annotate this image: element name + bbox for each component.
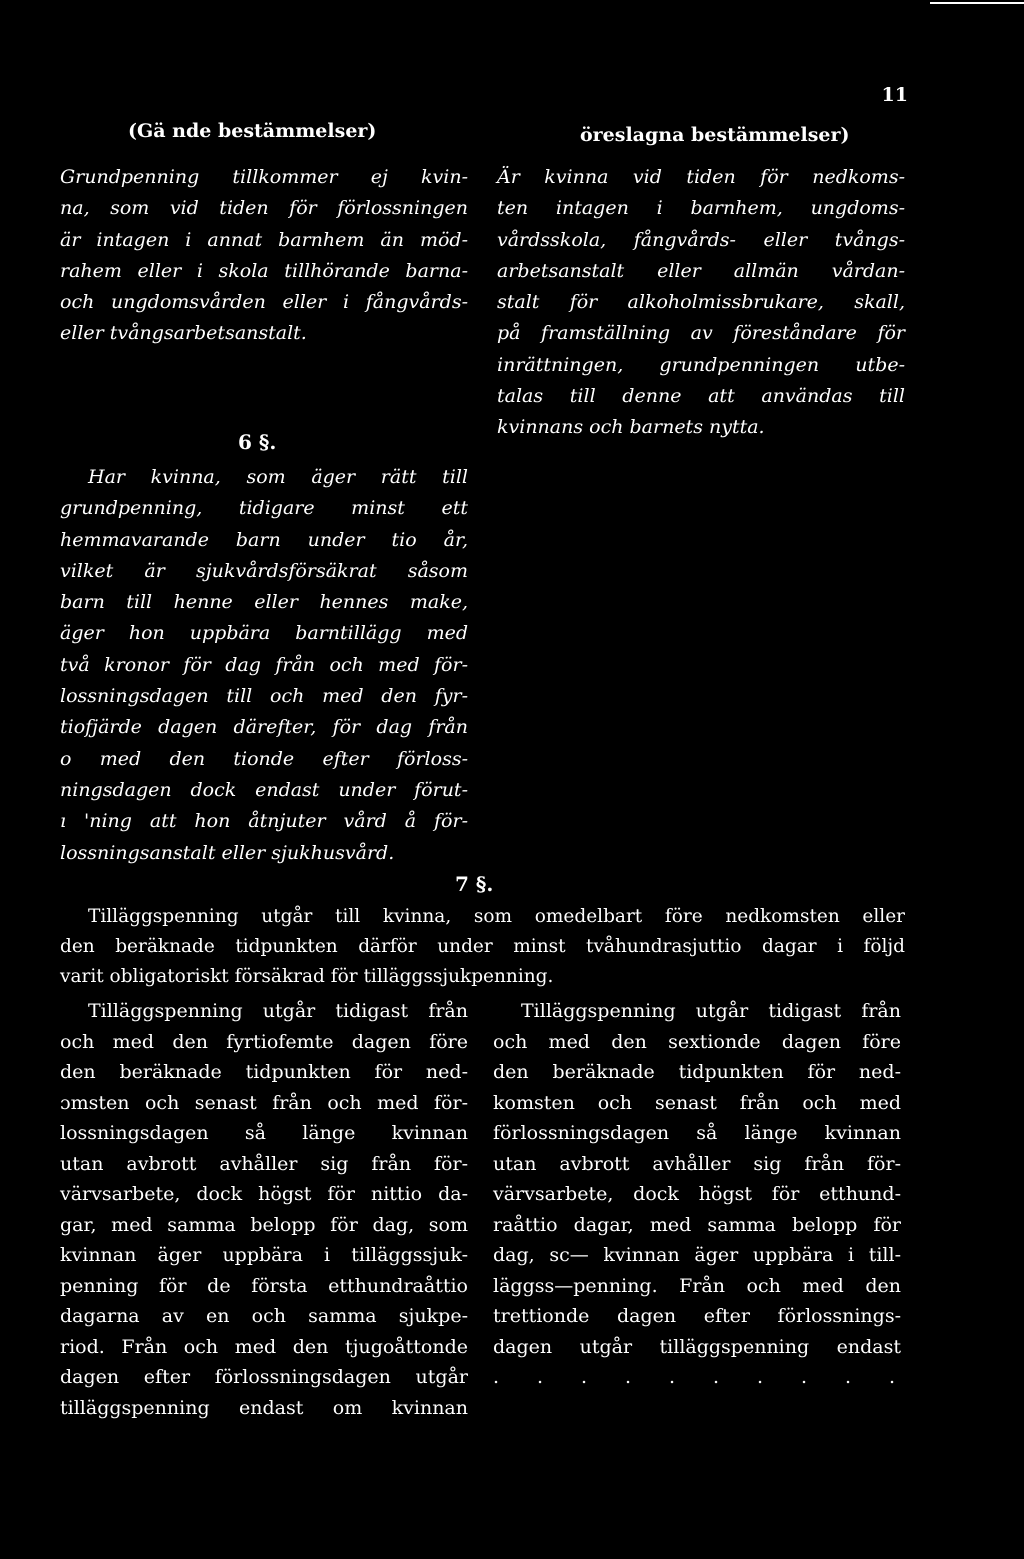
section-6-line: tiofjärde dagen därefter, för dag från [60, 716, 468, 739]
right-lower-line: trettionde dagen efter förlossnings- [493, 1305, 901, 1327]
right-upper-line: inrättningen, grundpenningen utbe- [497, 353, 905, 376]
right-lower-line: förlossningsdagen så länge kvinnan [493, 1122, 901, 1144]
right-lower-line: komsten och senast från och med [493, 1091, 901, 1114]
section-6-line: lossningsdagen till och med den fyr- [60, 685, 468, 708]
left-lower-line: Tilläggspenning utgår tidigast från [88, 1000, 468, 1022]
section-6-line: grundpenning, tidigare minst ett [60, 497, 468, 520]
left-lower-line: kvinnan äger uppbära i tilläggssjuk- [60, 1244, 468, 1266]
right-lower-line: dagen utgår tilläggspenning endast [493, 1335, 901, 1358]
right-lower-block [493, 996, 901, 1393]
section-6-heading: 6 §. [238, 430, 277, 454]
right-upper-line: Är kvinna vid tiden för nedkoms- [497, 166, 905, 188]
left-lower-line: värvsarbete, dock högst för nittio da- [60, 1183, 468, 1205]
right-lower-line: den beräknade tidpunkten för ned- [493, 1061, 901, 1083]
right-lower-line: och med den sextionde dagen före [493, 1030, 901, 1053]
right-upper-line: arbetsanstalt eller allmän vårdan- [497, 259, 905, 282]
left-upper-line: rahem eller i skola tillhörande barna- [60, 259, 468, 282]
section-6-line: vilket är sjukvårdsförsäkrat såsom [60, 559, 468, 582]
left-lower-line: gar, med samma belopp för dag, som [60, 1213, 468, 1236]
section-6-line: ı 'ning att hon åtnjuter vård å för- [60, 810, 468, 833]
left-lower-line: lossningsdagen så länge kvinnan [60, 1122, 468, 1144]
right-upper-line: talas till denne att användas till [497, 385, 905, 408]
right-upper-line: på framställning av föreståndare för [497, 322, 905, 345]
right-lower-line: . . . . . . . . . . [493, 1366, 901, 1388]
right-lower-line: värvsarbete, dock högst för etthund- [493, 1183, 901, 1205]
top-edge-rule [930, 2, 1024, 4]
left-lower-line: dagarna av en och samma sjukpe- [60, 1305, 468, 1327]
right-lower-line: Tilläggspenning utgår tidigast från [521, 1000, 901, 1022]
left-lower-block [60, 996, 468, 1423]
left-upper-line: Grundpenning tillkommer ej kvin- [60, 166, 468, 188]
left-column-header: (Gä nde bestämmelser) [128, 120, 377, 142]
section-7-line: Tilläggspenning utgår till kvinna, som omedelbart före nedkomsten eller [88, 906, 905, 927]
left-lower-line: och med den fyrtiofemte dagen före [60, 1030, 468, 1053]
left-upper-line: är intagen i annat barnhem än möd- [60, 228, 468, 251]
section-6-line: o med den tionde efter förloss- [60, 747, 468, 770]
right-column-header: öreslagna bestämmelser) [580, 124, 850, 146]
left-upper-block [60, 162, 468, 350]
section-7-heading: 7 §. [455, 872, 494, 896]
left-lower-line: dagen efter förlossningsdagen utgår [60, 1366, 468, 1388]
left-lower-line: utan avbrott avhåller sig från för- [60, 1152, 468, 1175]
right-upper-line: stalt för alkoholmissbrukare, skall, [497, 291, 905, 314]
right-upper-block [497, 162, 905, 444]
right-lower-line: läggss—penning. Från och med den [493, 1274, 901, 1297]
left-lower-line: ɔmsten och senast från och med för- [60, 1091, 468, 1114]
right-lower-line: utan avbrott avhåller sig från för- [493, 1152, 901, 1175]
left-lower-line: riod. Från och med den tjugoåttonde [60, 1335, 468, 1358]
left-lower-line: den beräknade tidpunkten för ned- [60, 1061, 468, 1083]
section-7-block [60, 902, 905, 992]
section-6-line: två kronor för dag från och med för- [60, 653, 468, 676]
section-7-line: den beräknade tidpunkten därför under minst tvåhundrasjuttio dagar i följd [60, 936, 905, 957]
right-lower-line: dag, sc— kvinnan äger uppbära i till- [493, 1244, 901, 1266]
page-number: 11 [881, 84, 908, 106]
section-7-line: varit obligatoriskt försäkrad för tilläggssjukpenning. [60, 966, 554, 987]
section-6-line: Har kvinna, som äger rätt till [88, 466, 468, 488]
right-upper-line: ten intagen i barnhem, ungdoms- [497, 197, 905, 220]
right-upper-line: kvinnans och barnets nytta. [497, 416, 765, 439]
right-lower-line: raåttio dagar, med samma belopp för [493, 1213, 901, 1236]
section-6-line: hemmavarande barn under tio år, [60, 528, 468, 551]
section-6-line: lossningsanstalt eller sjukhusvård. [60, 841, 395, 864]
section-6-block [60, 462, 468, 869]
left-upper-line: na, som vid tiden för förlossningen [60, 197, 468, 220]
left-lower-line: penning för de första etthundraåttio [60, 1274, 468, 1297]
left-upper-line: eller tvångsarbetsanstalt. [60, 322, 307, 345]
section-6-line: ningsdagen dock endast under förut- [60, 778, 468, 801]
section-6-line: äger hon uppbära barntillägg med [60, 622, 468, 645]
left-upper-line: och ungdomsvården eller i fångvårds- [60, 291, 468, 314]
right-upper-line: vårdsskola, fångvårds- eller tvångs- [497, 228, 905, 251]
left-lower-line: tilläggspenning endast om kvinnan [60, 1396, 468, 1419]
section-6-line: barn till henne eller hennes make, [60, 591, 468, 614]
